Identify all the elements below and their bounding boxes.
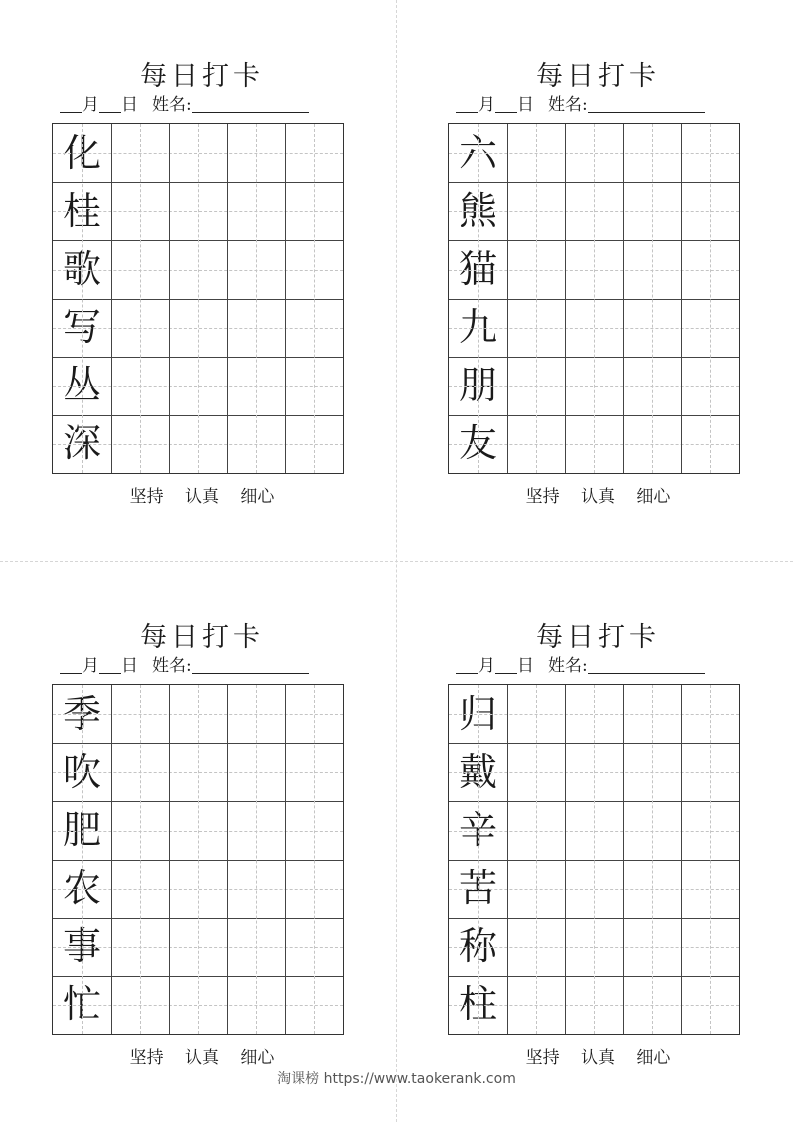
grid-column-line xyxy=(169,685,170,1034)
checkin-card-2 xyxy=(448,60,748,530)
checkin-card-1 xyxy=(52,60,352,530)
card-title: 每日打卡 xyxy=(536,61,660,92)
grid-guide-line xyxy=(536,685,537,1034)
grid-column-line xyxy=(623,685,624,1034)
day-blank[interactable] xyxy=(495,655,517,674)
day-blank[interactable] xyxy=(99,655,121,674)
month-blank[interactable] xyxy=(60,655,82,674)
practice-grid xyxy=(52,123,344,474)
practice-character: 九 xyxy=(458,305,497,349)
grid-column-line xyxy=(169,124,170,473)
practice-character: 柱 xyxy=(458,982,497,1026)
card-title: 每日打卡 xyxy=(536,622,660,653)
practice-character: 归 xyxy=(458,692,497,736)
grid-column-line xyxy=(227,124,228,473)
checkin-card-4 xyxy=(448,621,748,1091)
date-name-line xyxy=(456,94,748,116)
date-name-line xyxy=(456,655,748,677)
grid-column-line xyxy=(285,685,286,1034)
practice-character: 熊 xyxy=(458,189,497,233)
grid-guide-line xyxy=(478,124,479,473)
name-blank[interactable] xyxy=(588,94,705,113)
practice-character: 友 xyxy=(458,421,497,465)
card-title: 每日打卡 xyxy=(140,622,264,653)
grid-column-line xyxy=(111,124,112,473)
grid-guide-line xyxy=(256,124,257,473)
month-label: 月 xyxy=(82,656,99,676)
grid-guide-line xyxy=(652,124,653,473)
motto: 坚持 认真 细心 xyxy=(525,1048,671,1068)
practice-character: 化 xyxy=(62,131,101,175)
grid-column-line xyxy=(111,685,112,1034)
practice-grid xyxy=(448,123,740,474)
name-label: 姓名: xyxy=(152,95,192,115)
practice-character: 丛 xyxy=(62,363,101,407)
grid-guide-line xyxy=(594,685,595,1034)
cut-line-horizontal xyxy=(0,561,793,562)
name-label: 姓名: xyxy=(548,656,588,676)
practice-character: 歌 xyxy=(62,247,101,291)
grid-column-line xyxy=(681,685,682,1034)
month-blank[interactable] xyxy=(456,655,478,674)
grid-guide-line xyxy=(594,124,595,473)
practice-character: 猫 xyxy=(458,247,497,291)
practice-grid xyxy=(52,684,344,1035)
month-blank[interactable] xyxy=(60,94,82,113)
practice-character: 桂 xyxy=(62,189,101,233)
date-name-line xyxy=(60,94,352,116)
practice-character: 六 xyxy=(458,131,497,175)
name-label: 姓名: xyxy=(548,95,588,115)
grid-column-line xyxy=(507,685,508,1034)
grid-guide-line xyxy=(140,124,141,473)
month-label: 月 xyxy=(478,656,495,676)
card-title: 每日打卡 xyxy=(140,61,264,92)
month-label: 月 xyxy=(82,95,99,115)
practice-character: 苦 xyxy=(458,866,497,910)
grid-guide-line xyxy=(314,124,315,473)
name-label: 姓名: xyxy=(152,656,192,676)
grid-guide-line xyxy=(198,685,199,1034)
grid-guide-line xyxy=(82,124,83,473)
practice-character: 忙 xyxy=(62,982,101,1026)
grid-guide-line xyxy=(536,124,537,473)
grid-column-line xyxy=(681,124,682,473)
grid-column-line xyxy=(285,124,286,473)
month-label: 月 xyxy=(478,95,495,115)
motto: 坚持 认真 细心 xyxy=(525,487,671,507)
practice-character: 农 xyxy=(62,866,101,910)
grid-guide-line xyxy=(710,685,711,1034)
grid-guide-line xyxy=(198,124,199,473)
practice-grid xyxy=(448,684,740,1035)
grid-column-line xyxy=(507,124,508,473)
day-blank[interactable] xyxy=(99,94,121,113)
practice-character: 季 xyxy=(62,692,101,736)
day-blank[interactable] xyxy=(495,94,517,113)
grid-guide-line xyxy=(710,124,711,473)
grid-column-line xyxy=(565,124,566,473)
practice-character: 戴 xyxy=(458,750,497,794)
practice-character: 事 xyxy=(62,924,101,968)
grid-guide-line xyxy=(82,685,83,1034)
practice-character: 吹 xyxy=(62,750,101,794)
practice-character: 朋 xyxy=(458,363,497,407)
grid-guide-line xyxy=(256,685,257,1034)
name-blank[interactable] xyxy=(192,94,309,113)
practice-character: 称 xyxy=(458,924,497,968)
day-label: 日 xyxy=(517,656,534,676)
day-label: 日 xyxy=(121,95,138,115)
grid-column-line xyxy=(565,685,566,1034)
grid-column-line xyxy=(227,685,228,1034)
motto: 坚持 认真 细心 xyxy=(129,1048,275,1068)
footer-watermark: 淘课榜 https://www.taokerank.com xyxy=(277,1071,516,1087)
practice-character: 肥 xyxy=(62,808,101,852)
grid-guide-line xyxy=(140,685,141,1034)
checkin-card-3 xyxy=(52,621,352,1091)
month-blank[interactable] xyxy=(456,94,478,113)
day-label: 日 xyxy=(517,95,534,115)
grid-guide-line xyxy=(652,685,653,1034)
day-label: 日 xyxy=(121,656,138,676)
grid-guide-line xyxy=(314,685,315,1034)
name-blank[interactable] xyxy=(588,655,705,674)
practice-character: 辛 xyxy=(458,808,497,852)
name-blank[interactable] xyxy=(192,655,309,674)
date-name-line xyxy=(60,655,352,677)
practice-character: 写 xyxy=(62,305,101,349)
grid-column-line xyxy=(623,124,624,473)
grid-guide-line xyxy=(478,685,479,1034)
motto: 坚持 认真 细心 xyxy=(129,487,275,507)
practice-character: 深 xyxy=(62,421,101,465)
